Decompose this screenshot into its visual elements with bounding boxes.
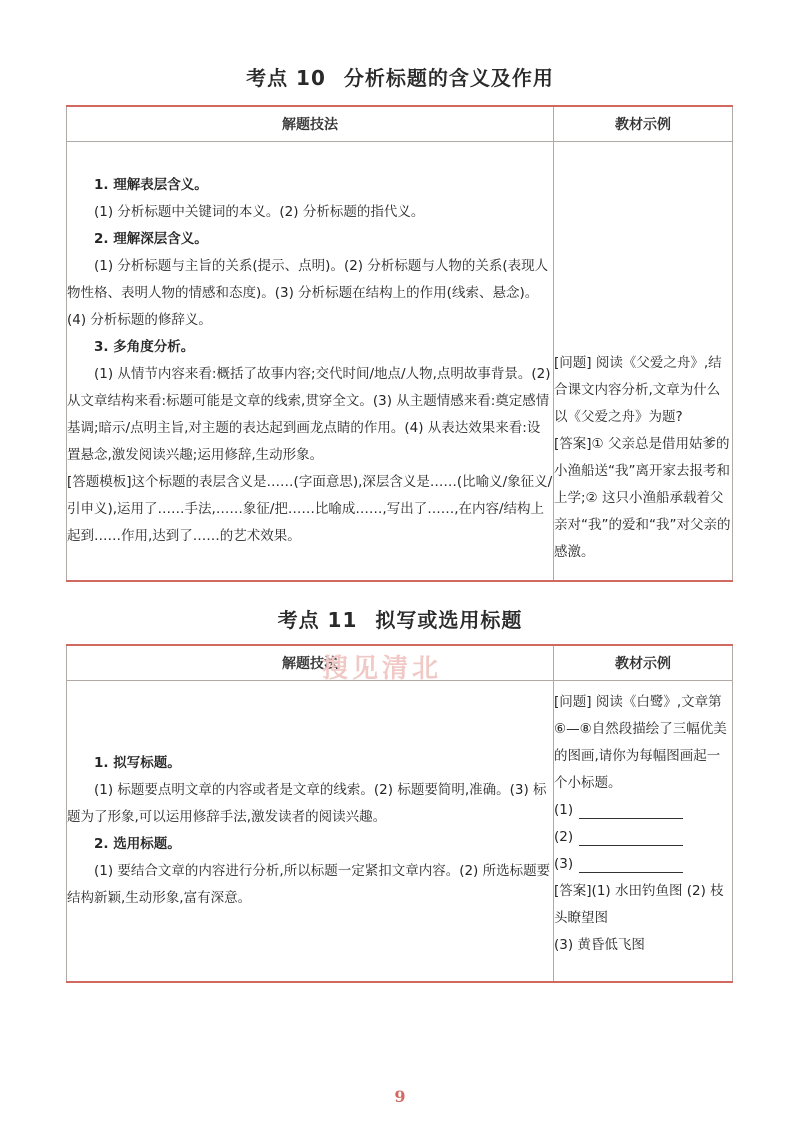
section2-line: (1) 要结合文章的内容进行分析,所以标题一定紧扣文章内容。(2) 所选标题要结构新颖,生动形象,富有深意。 (67, 863, 551, 906)
section2-question (554, 689, 732, 797)
watermark: 搜见清北 (322, 654, 443, 684)
section1-line: 2. 理解深层含义。 (94, 231, 208, 247)
section2-example-cell (554, 681, 733, 983)
section1-template (67, 469, 553, 550)
blank-line[interactable] (579, 802, 683, 819)
section1-line: 1. 理解表层含义。 (94, 177, 208, 193)
section2-answer-cont: (3) 黄昏低飞图 (554, 937, 645, 953)
template-tag: [答题模板] (67, 474, 132, 490)
answer-tag: [答案] (554, 883, 592, 899)
section1-heading: 分析标题的含义及作用 (343, 66, 554, 90)
section1-header-right: 教材示例 (554, 106, 733, 142)
section2-number: 考点 11 (277, 608, 358, 632)
question-tag: [问题] (554, 694, 592, 710)
section2-header-left-label: 解题技法 (282, 656, 338, 672)
section1-number: 考点 10 (246, 66, 326, 90)
section2-header-left (67, 645, 554, 684)
answer-blank-3: (3) (554, 851, 732, 878)
section2-title (0, 604, 800, 633)
section2-table (66, 644, 733, 983)
question-text: 阅读《白鹭》,文章第⑥—⑧自然段描绘了三幅优美的图画,请你为每幅图画起一个小标题。 (554, 694, 727, 791)
question-text: 阅读《父爱之舟》,结合课文内容分析,文章为什么以《父爱之舟》为题? (554, 355, 722, 425)
question-tag: [问题] (554, 355, 592, 371)
section1-answer (554, 431, 732, 566)
section1-line: (1) 从情节内容来看:概括了故事内容;交代时间/地点/人物,点明故事背景。(2) 从文章结构来看:标题可能是文章的线索,贯穿全文。(3) 从主题情感来看:奠定感情基调;暗示/点明主旨,对主题的表达起到画龙点睛的作用。(4) 从表达效果来看:设置悬念,激发阅读兴趣;运用修辞,生动形象。 (67, 366, 551, 463)
section1-table (66, 105, 733, 582)
answer-blank-2: (2) (554, 824, 732, 851)
blank-line[interactable] (579, 829, 683, 846)
section1-example-cell (554, 142, 733, 582)
section1-question (554, 350, 732, 431)
section2-header-right: 教材示例 (554, 645, 733, 681)
blank-line[interactable] (579, 856, 683, 873)
answer-tag: [答案] (554, 436, 592, 452)
section1-method-cell (67, 142, 554, 582)
section1-line: 3. 多角度分析。 (94, 339, 195, 355)
template-text: 这个标题的表层含义是……(字面意思),深层含义是……(比喻义/象征义/引申义),运用了……手法,……象征/把……比喻成……,写出了……,在内容/结构上起到……作用,达到了……的艺术效果。 (67, 474, 553, 544)
answer-blank-1: (1) (554, 797, 732, 824)
section2-line: 2. 选用标题。 (94, 836, 181, 852)
page-number: 9 (394, 1087, 406, 1106)
section2-line: (1) 标题要点明文章的内容或者是文章的线索。(2) 标题要简明,准确。(3) 标题为了形象,可以运用修辞手法,激发读者的阅读兴趣。 (67, 782, 547, 825)
section2-line: 1. 拟写标题。 (94, 755, 181, 771)
section2-method-cell (67, 681, 554, 983)
section2-answer (554, 878, 732, 932)
section1-header-left: 解题技法 (67, 106, 554, 142)
answer-text: (1) 水田钓鱼图 (2) 枝头瞭望图 (554, 883, 724, 926)
section2-heading: 拟写或选用标题 (375, 608, 523, 632)
answer-text: ① 父亲总是借用姑爹的小渔船送“我”离开家去报考和上学;② 这只小渔船承载着父亲对“我”的爱和“我”对父亲的感激。 (554, 436, 731, 560)
section1-title (0, 62, 800, 91)
section1-line: (1) 分析标题中关键词的本义。(2) 分析标题的指代义。 (94, 204, 425, 220)
section1-line: (1) 分析标题与主旨的关系(提示、点明)。(2) 分析标题与人物的关系(表现人物性格、表明人物的情感和态度)。(3) 分析标题在结构上的作用(线索、悬念)。(4) 分析标题的修辞义。 (67, 258, 549, 328)
